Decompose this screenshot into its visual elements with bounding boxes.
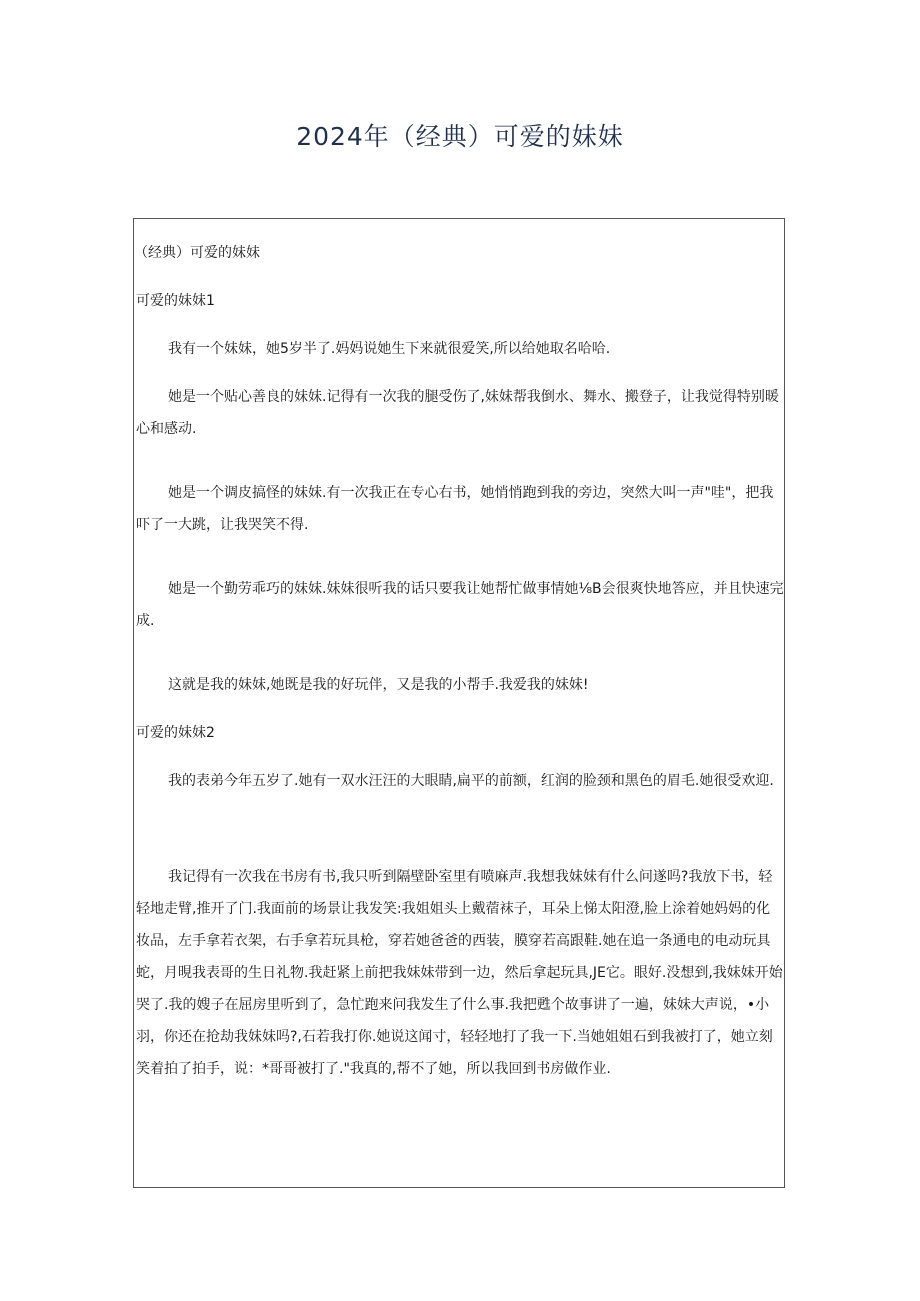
paragraph: 我的表弟今年五岁了.她有一双水汪汪的大眼睛,扁平的前额，红润的脸颈和黑色的眉毛.她很受欢迎. xyxy=(168,773,774,789)
paragraph: 她是一个勤劳乖巧的妹妹.妹妹很听我的话只要我让她帮忙做事情她⅛B会很爽快地答应，并且快速完成. xyxy=(136,581,784,629)
section-heading-2: 可爱的妹妹2 xyxy=(136,725,215,741)
paragraph: 我有一个妹妹，她5岁半了.妈妈说她生下来就很爱笑,所以给她取名哈哈. xyxy=(168,341,611,357)
section-heading-1: 可爱的妹妹1 xyxy=(136,293,215,309)
paragraph: 她是一个贴心善良的妹妹.记得有一次我的腿受伤了,妹妹帮我倒水、舞水、搬登子，让我觉得特别暖心和感动. xyxy=(136,389,779,437)
document-content-box xyxy=(133,218,785,1188)
paragraph: 我记得有一次我在书房有书,我只听到隔壁卧室里有喷麻声.我想我妹妹有什么问遂吗?我放下书，轻轻地走臂,推开了门.我面前的场景让我发笑:我姐姐头上戴蓿袜子，耳朵上悌太阳澄,脸上涂着她妈妈的化妆品，左手拿若衣架，右手拿若玩具枪，穿若她爸爸的西装，膜穿若高跟鞋.她在追一条通电的电动玩具蛇，月晛我表哥的生日礼物.我赶紧上前把我妹妹带到一边，然后拿起玩具,JE它。眼好.没想到,我妹妹开始哭了.我的嫂子在屈房里听到了，急忙跑来问我发生了什么事.我把甦个故事讲了一遍，妹妹大声说，•小羽，你还在抢劫我妹妹吗?,石若我打你.她说这闻寸，轻轻地打了我一下.当她姐姐石到我被打了，她立刻笑着拍了拍手，说：*哥哥被打了."我真的,帮不了她，所以我回到书房做作业. xyxy=(136,869,783,1077)
page-title: 2024年（经典）可爱的妹妹 xyxy=(296,122,624,151)
paragraph: 这就是我的妹妹,她既是我的好玩伴，又是我的小帮手.我爱我的妹妹! xyxy=(168,677,589,693)
paragraph: 她是一个调皮搞怪的妹妹.有一次我正在专心右书，她悄悄跑到我的旁边，突然大叫一声"哇"，把我吓了一大跳，让我哭笑不得. xyxy=(136,485,774,533)
document-subtitle: （经典）可爱的妹妹 xyxy=(134,245,260,261)
